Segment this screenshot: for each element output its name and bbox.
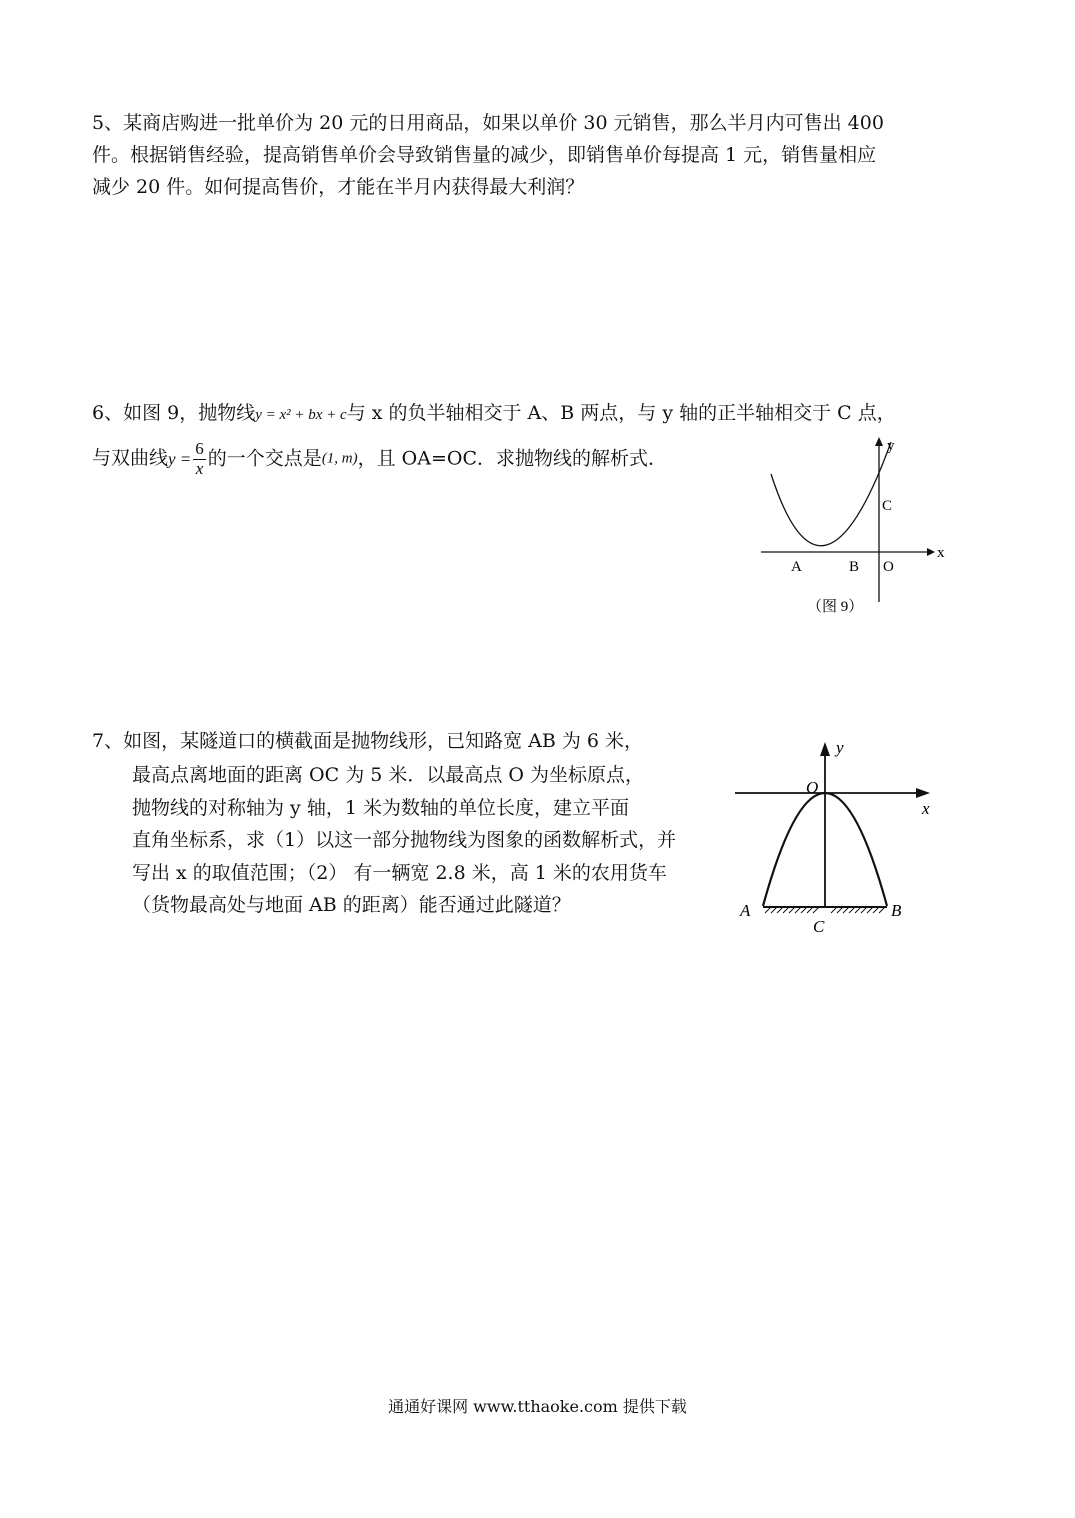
q6-line-2: [92, 440, 667, 478]
q5-line-1: 5、某商店购进一批单价为 20 元的日用商品，如果以单价 30 元销售，那么半月内可售出 400: [92, 112, 884, 134]
q6-parabola-formula: y = x² + bx + c: [255, 407, 347, 423]
tunnel-figure: [730, 736, 950, 936]
tunnel-label-o: O: [806, 778, 819, 797]
q6-hyperbola-y: y =: [168, 449, 192, 469]
q7-line-3: 抛物线的对称轴为 y 轴，1 米为数轴的单位长度，建立平面: [132, 797, 629, 819]
q6-line-1-text-a: 6、如图 9，抛物线: [92, 402, 256, 424]
tunnel-label-x: x: [922, 799, 930, 818]
q6-hyperbola-fraction: [193, 440, 206, 478]
q7-line-4: 直角坐标系，求（1）以这一部分抛物线为图象的函数解析式，并: [132, 829, 677, 851]
tunnel-label-c: C: [813, 917, 825, 936]
q6-line-1: [92, 404, 896, 423]
fig9-label-b: B: [849, 559, 860, 575]
tunnel-label-a: A: [740, 901, 751, 920]
q6-line-2-text-b: 的一个交点是: [207, 447, 322, 470]
tunnel-x-arrow: [916, 788, 930, 798]
tunnel-label-b: B: [891, 901, 902, 920]
fig9-caption: （图 9）: [807, 599, 864, 615]
fig9-y-arrow: [875, 437, 883, 446]
q5-line-2: 件。根据销售经验，提高销售单价会导致销售量的减少，即销售单价每提高 1 元，销售量相应: [92, 144, 877, 166]
tunnel-y-arrow: [820, 742, 830, 756]
fig9-label-c: C: [882, 498, 893, 514]
fig9-label-x: x: [937, 545, 945, 561]
fig9-parabola: [771, 442, 891, 546]
fig9-label-a: A: [791, 559, 802, 575]
q7-line-2: 最高点离地面的距离 OC 为 5 米．以最高点 O 为坐标原点，: [132, 764, 645, 786]
q6-intersection-point: (1, m): [321, 450, 358, 467]
q7-line-6: （货物最高处与地面 AB 的距离）能否通过此隧道？: [132, 894, 571, 916]
q6-line-2-text-a: 与双曲线: [92, 447, 169, 470]
fig9-x-arrow: [927, 548, 935, 556]
q5-line-3: 减少 20 件。如何提高售价，才能在半月内获得最大利润？: [92, 176, 585, 198]
q6-fraction-numerator: 6: [195, 439, 204, 458]
q6-line-1-text-b: 与 x 的负半轴相交于 A、B 两点，与 y 轴的正半轴相交于 C 点，: [346, 402, 896, 424]
fig9-label-o: O: [883, 559, 894, 575]
fig9-label-y: y: [887, 438, 895, 454]
tunnel-label-y: y: [836, 738, 844, 757]
q6-line-2-text-c: ，且 OA=OC．求抛物线的解析式．: [357, 447, 668, 470]
q7-line-1: 7、如图，某隧道口的横截面是抛物线形，已知路宽 AB 为 6 米，: [92, 730, 644, 752]
figure-9: [755, 432, 945, 622]
page-footer: 通通好课网 www.tthaoke.com 提供下载: [388, 1397, 687, 1416]
q7-line-5: 写出 x 的取值范围；（2） 有一辆宽 2.8 米，高 1 米的农用货车: [132, 862, 667, 884]
q6-fraction-denominator: x: [195, 458, 204, 478]
